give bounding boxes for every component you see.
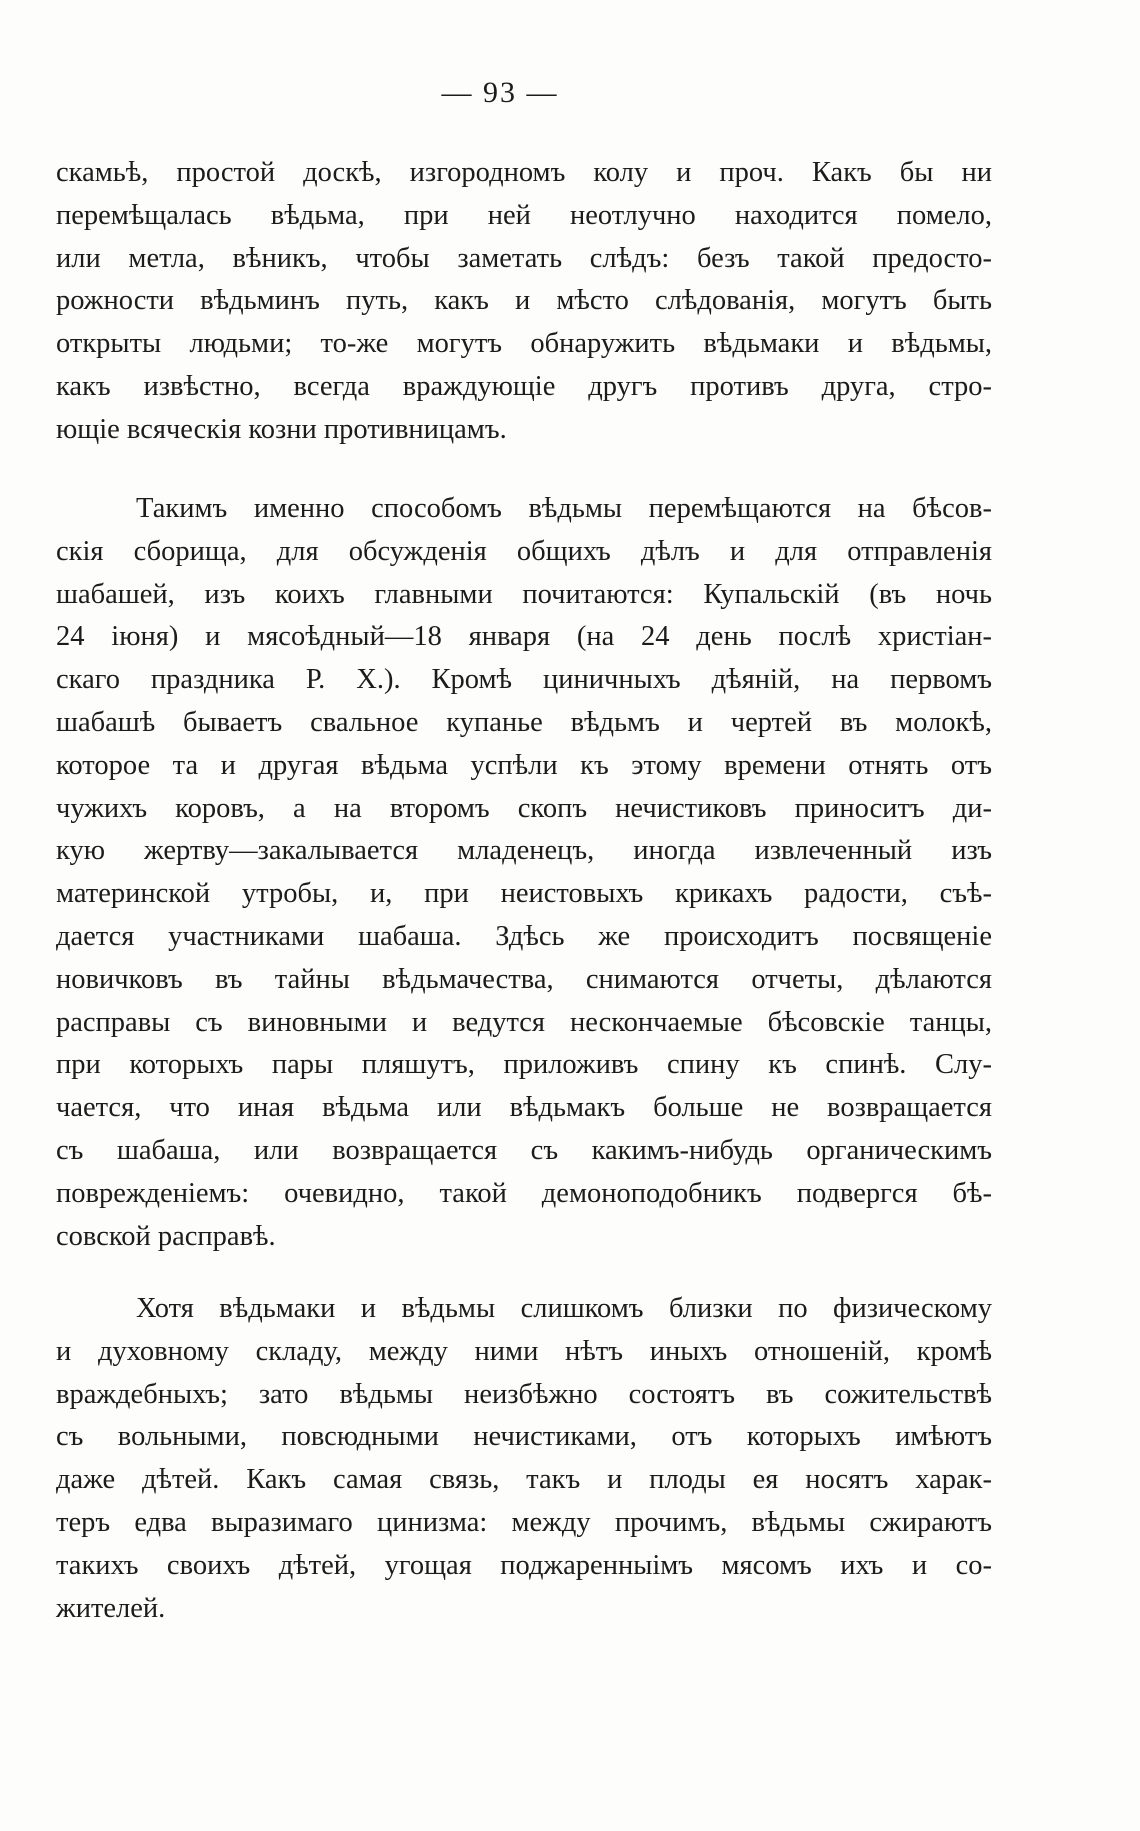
text-line: скамьѣ, простой доскѣ, изгородномъ колу и проч. Какъ бы ни: [56, 157, 992, 188]
text-line: даже дѣтей. Какъ самая связь, такъ и плоды ея носятъ харак-: [56, 1464, 992, 1496]
text-line: открыты людьми; то-же могутъ обнаружить вѣдьмаки и вѣдьмы,: [56, 328, 992, 360]
text-line: теръ едва выразимаго цинизма: между прочимъ, вѣдьмы сжираютъ: [56, 1506, 992, 1538]
text-line: 24 іюня) и мясоѣдный—18 января (на 24 день послѣ христіан-: [56, 621, 992, 653]
page-number: — 93 —: [441, 76, 559, 109]
paragraph-3: [56, 1288, 992, 1630]
text-line: шабашѣ бываетъ свальное купанье вѣдьмъ и чертей въ молокѣ,: [56, 706, 992, 738]
text-line: такихъ своихъ дѣтей, угощая поджаренныімъ мясомъ ихъ и со-: [56, 1549, 992, 1581]
text-line: враждебныхъ; зато вѣдьмы неизбѣжно состоятъ въ сожительствѣ: [56, 1378, 992, 1410]
text-line: ющіе всяческія козни противницамъ.: [56, 413, 507, 445]
text-line: скія сборища, для обсужденія общихъ дѣлъ и для отправленія: [56, 535, 992, 567]
text-line: чужихъ коровъ, а на второмъ скопъ нечистиковъ приноситъ ди-: [56, 792, 992, 824]
text-line: новичковъ въ тайны вѣдьмачества, снимаются отчеты, дѣлаются: [56, 963, 992, 995]
text-line: поврежденіемъ: очевидно, такой демоноподобникъ подвергся бѣ-: [56, 1177, 992, 1209]
text-line: и духовному складу, между ними нѣтъ иныхъ отношеній, кромѣ: [56, 1335, 992, 1367]
paragraph-1: [56, 152, 992, 452]
text-line: кую жертву—закалывается младенецъ, иногда извлеченный изъ: [56, 835, 992, 867]
text-line: чается, что иная вѣдьма или вѣдьмакъ больше не возвращается: [56, 1092, 992, 1124]
paragraph-2: [56, 488, 992, 1258]
text-line: рожности вѣдьминъ путь, какъ и мѣсто слѣдованія, могутъ быть: [56, 285, 992, 317]
text-line: или метла, вѣникъ, чтобы заметать слѣдъ: безъ такой предосто-: [56, 242, 992, 274]
text-line: совской расправѣ.: [56, 1220, 276, 1252]
text-line: Хотя вѣдьмаки и вѣдьмы слишкомъ близки по физическому: [136, 1293, 992, 1324]
text-line: дается участниками шабаша. Здѣсь же происходитъ посвященіе: [56, 920, 992, 952]
text-line: расправы съ виновными и ведутся нескончаемые бѣсовскіе танцы,: [56, 1006, 992, 1038]
text-line: шабашей, изъ коихъ главными почитаются: Купальскій (въ ночь: [56, 578, 992, 610]
text-line: Такимъ именно способомъ вѣдьмы перемѣщаются на бѣсов-: [136, 493, 992, 524]
text-line: съ шабаша, или возвращается съ какимъ-нибудь органическимъ: [56, 1134, 992, 1166]
text-line: перемѣщалась вѣдьма, при ней неотлучно находится помело,: [56, 199, 992, 231]
text-line: какъ извѣстно, всегда враждующіе другъ противъ друга, стро-: [56, 370, 992, 402]
text-line: съ вольными, повсюдными нечистиками, отъ которыхъ имѣютъ: [56, 1421, 992, 1453]
text-line: жителей.: [56, 1592, 166, 1624]
text-line: скаго праздника Р. Х.). Кромѣ циничныхъ дѣяній, на первомъ: [56, 664, 992, 696]
text-line: которое та и другая вѣдьма успѣли къ этому времени отнять отъ: [56, 749, 992, 781]
text-line: материнской утробы, и, при неистовыхъ крикахъ радости, съѣ-: [56, 878, 992, 910]
text-line: при которыхъ пары пляшутъ, приложивъ спину къ спинѣ. Слу-: [56, 1049, 992, 1081]
